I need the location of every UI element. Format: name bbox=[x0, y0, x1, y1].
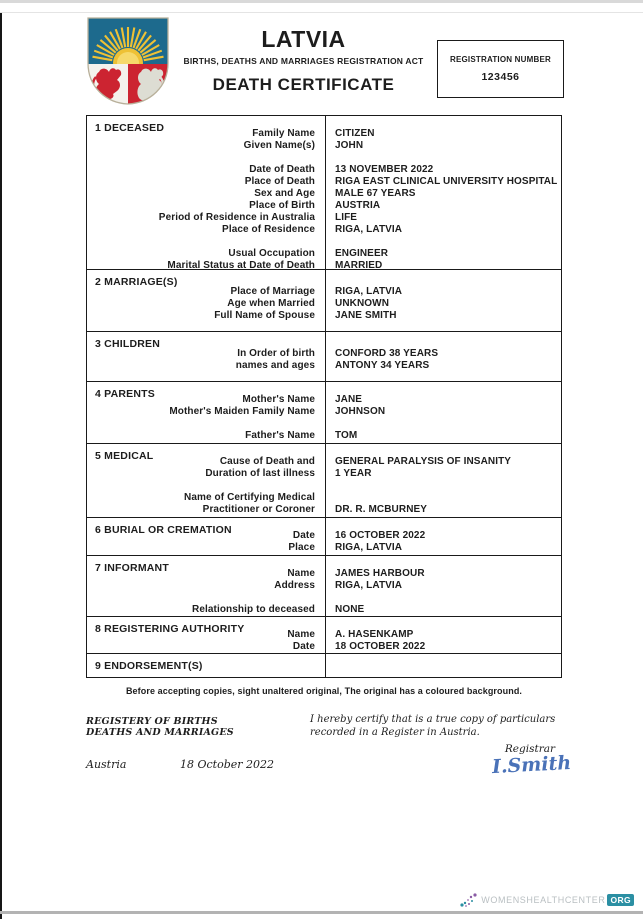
watermark-suffix: ORG bbox=[607, 894, 634, 906]
page-top-rule bbox=[0, 12, 643, 13]
registrar-label: Registrar bbox=[504, 743, 555, 755]
certification-statement: I hereby certify that is a true copy of particulars recorded in a Register in Austria. bbox=[310, 714, 556, 738]
field-label: Given Name(s) bbox=[243, 140, 315, 151]
section-row bbox=[87, 444, 561, 518]
field-label: names and ages bbox=[235, 360, 315, 371]
section-values-column bbox=[325, 518, 561, 555]
section-row bbox=[87, 518, 561, 556]
field-value: JANE bbox=[335, 394, 363, 405]
section-row bbox=[87, 332, 561, 382]
field-label bbox=[87, 480, 315, 492]
section-title: 8 REGISTERING AUTHORITY bbox=[95, 623, 245, 635]
section-values-column bbox=[325, 382, 561, 443]
section-values-column bbox=[325, 556, 561, 616]
field-value bbox=[335, 418, 561, 430]
section-title: 6 BURIAL OR CREMATION bbox=[95, 524, 232, 536]
section-values-column bbox=[325, 617, 561, 653]
field-value: RIGA, LATVIA bbox=[335, 286, 403, 297]
field-label: Mother's Name bbox=[242, 394, 315, 405]
field-label: Practitioner or Coroner bbox=[202, 504, 315, 515]
section-title: 2 MARRIAGE(S) bbox=[95, 276, 178, 288]
field-value: JANE SMITH bbox=[335, 310, 397, 321]
field-label: Address bbox=[274, 580, 315, 591]
field-value: NONE bbox=[335, 604, 365, 615]
registration-number-value: 123456 bbox=[481, 71, 520, 83]
field-label bbox=[87, 592, 315, 604]
top-border-line bbox=[0, 0, 643, 3]
section-values-column bbox=[325, 654, 561, 677]
field-value: TOM bbox=[335, 430, 358, 441]
field-value: MALE 67 YEARS bbox=[335, 188, 416, 199]
field-label bbox=[87, 236, 315, 248]
field-value: AUSTRIA bbox=[335, 200, 381, 211]
section-title: 5 MEDICAL bbox=[95, 450, 154, 462]
section-row bbox=[87, 270, 561, 332]
left-edge-strip bbox=[0, 13, 2, 919]
field-label: Name of Certifying Medical bbox=[184, 492, 315, 503]
field-label: Name bbox=[287, 629, 315, 640]
field-value: CITIZEN bbox=[335, 128, 375, 139]
field-label: Cause of Death and bbox=[219, 456, 315, 467]
section-title: 3 CHILDREN bbox=[95, 338, 161, 350]
bottom-border-line bbox=[0, 911, 643, 914]
field-value: DR. R. MCBURNEY bbox=[335, 504, 428, 515]
section-row bbox=[87, 382, 561, 444]
field-label: Place bbox=[288, 542, 315, 553]
section-title: 9 ENDORSEMENT(S) bbox=[95, 660, 203, 672]
issue-place: Austria bbox=[86, 758, 127, 771]
field-value bbox=[335, 492, 561, 504]
field-value bbox=[335, 152, 561, 164]
field-value: GENERAL PARALYSIS OF INSANITY bbox=[335, 456, 512, 467]
field-label: Place of Residence bbox=[222, 224, 315, 235]
field-value bbox=[335, 480, 561, 492]
field-value: UNKNOWN bbox=[335, 298, 390, 309]
field-value: A. HASENKAMP bbox=[335, 629, 414, 640]
field-value: 16 OCTOBER 2022 bbox=[335, 530, 426, 541]
field-value bbox=[335, 236, 561, 248]
registration-number-label: REGISTRATION NUMBER bbox=[450, 55, 551, 64]
section-title: 4 PARENTS bbox=[95, 388, 155, 400]
field-label bbox=[87, 152, 315, 164]
field-label: Usual Occupation bbox=[228, 248, 315, 259]
field-label: Family Name bbox=[252, 128, 315, 139]
field-value: CONFORD 38 YEARS bbox=[335, 348, 439, 359]
registration-number-box bbox=[437, 40, 564, 98]
section-row bbox=[87, 116, 561, 270]
certificate-table bbox=[86, 115, 562, 678]
registry-office-label bbox=[86, 716, 234, 738]
field-value: ANTONY 34 YEARS bbox=[335, 360, 430, 371]
field-value: JAMES HARBOUR bbox=[335, 568, 425, 579]
document-title: DEATH CERTIFICATE bbox=[212, 75, 395, 94]
field-value: RIGA, LATVIA bbox=[335, 580, 403, 591]
field-label: Date bbox=[292, 530, 315, 541]
field-value: RIGA, LATVIA bbox=[335, 542, 403, 553]
field-value: LIFE bbox=[335, 212, 358, 223]
field-value: RIGA, LATVIA bbox=[335, 224, 403, 235]
field-label bbox=[87, 418, 315, 430]
field-label: Mother's Maiden Family Name bbox=[169, 406, 315, 417]
country-title: LATVIA bbox=[261, 26, 346, 52]
watermark-name: WOMENSHEALTHCENTER bbox=[481, 895, 606, 905]
field-label: Sex and Age bbox=[254, 188, 315, 199]
section-row bbox=[87, 654, 561, 677]
field-label: Date bbox=[292, 641, 315, 652]
section-labels-column bbox=[87, 116, 325, 269]
field-value: MARRIED bbox=[335, 260, 383, 271]
section-row bbox=[87, 556, 561, 617]
field-label: Marital Status at Date of Death bbox=[167, 260, 315, 271]
field-label: Duration of last illness bbox=[205, 468, 315, 479]
issue-date: 18 October 2022 bbox=[180, 758, 275, 771]
field-label: Date of Death bbox=[249, 164, 315, 175]
verification-notice: Before accepting copies, sight unaltered original, The original has a coloured background. bbox=[125, 686, 523, 696]
field-label: Relationship to deceased bbox=[192, 604, 315, 615]
section-values-column bbox=[325, 116, 561, 269]
section-title: 7 INFORMANT bbox=[95, 562, 169, 574]
registry-office-line1: REGISTERY OF BIRTHS bbox=[86, 716, 218, 727]
field-value: 1 YEAR bbox=[335, 468, 372, 479]
field-label: In Order of birth bbox=[237, 348, 315, 359]
field-label: Place of Death bbox=[244, 176, 315, 187]
field-label: Place of Birth bbox=[249, 200, 315, 211]
registry-office-line2: DEATHS AND MARRIAGES bbox=[86, 727, 234, 738]
section-values-column bbox=[325, 270, 561, 331]
section-values-column bbox=[325, 444, 561, 517]
field-value: JOHNSON bbox=[335, 406, 386, 417]
header-title-block bbox=[170, 26, 437, 95]
section-title: 1 DECEASED bbox=[95, 122, 165, 134]
field-label: Full Name of Spouse bbox=[214, 310, 315, 321]
field-label: Father's Name bbox=[245, 430, 315, 441]
field-value: 13 NOVEMBER 2022 bbox=[335, 164, 434, 175]
latvia-coat-of-arms-icon bbox=[86, 17, 170, 105]
field-value: ENGINEER bbox=[335, 248, 389, 259]
field-value: 18 OCTOBER 2022 bbox=[335, 641, 426, 652]
section-values-column bbox=[325, 332, 561, 381]
field-label: Age when Married bbox=[227, 298, 315, 309]
griffin-icon bbox=[137, 68, 163, 100]
watermark bbox=[459, 892, 634, 908]
field-label: Name bbox=[287, 568, 315, 579]
field-label: Place of Marriage bbox=[230, 286, 315, 297]
act-subtitle: BIRTHS, DEATHS AND MARRIAGES REGISTRATION ACT bbox=[183, 56, 424, 66]
field-label: Period of Residence in Australia bbox=[158, 212, 315, 223]
section-row bbox=[87, 617, 561, 654]
field-value: JOHN bbox=[335, 140, 364, 151]
field-value bbox=[335, 592, 561, 604]
dots-swirl-icon bbox=[459, 892, 479, 908]
field-value: RIGA EAST CLINICAL UNIVERSITY HOSPITAL bbox=[335, 176, 558, 187]
registrar-signature: I.Smith bbox=[491, 751, 572, 779]
